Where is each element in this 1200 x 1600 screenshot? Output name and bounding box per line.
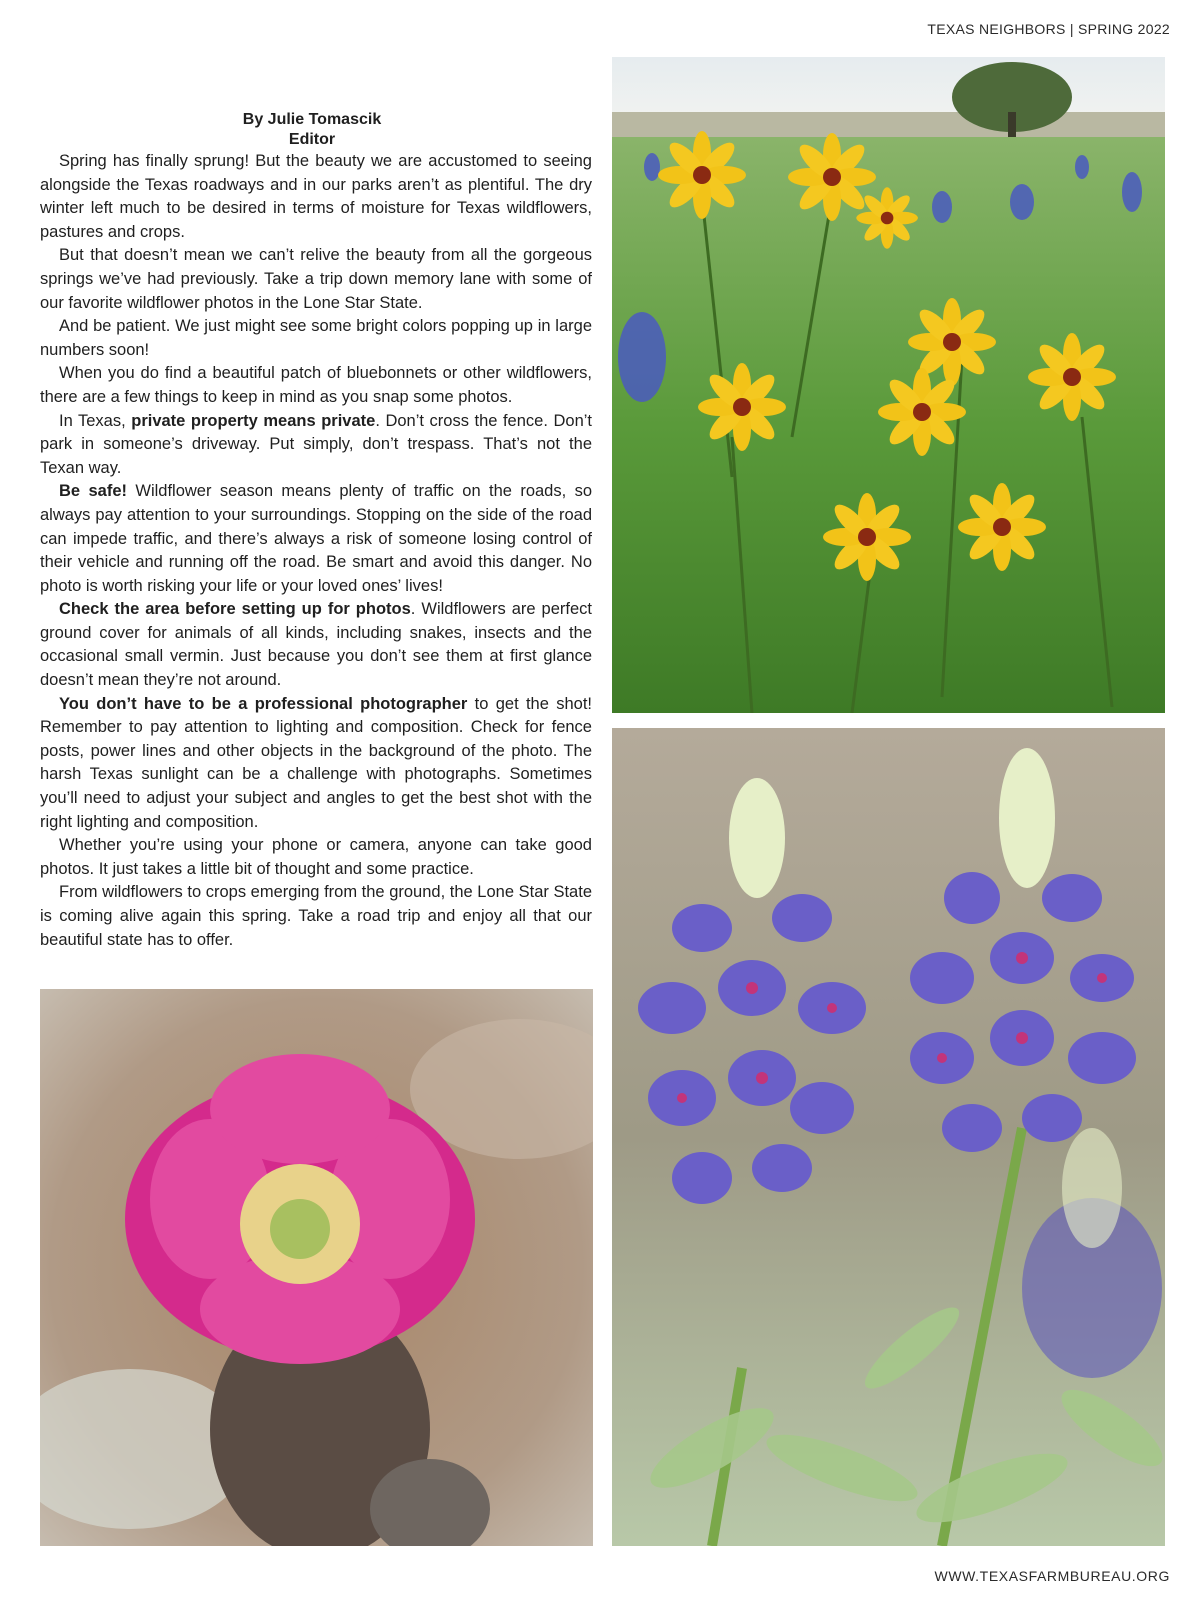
paragraph (40, 410, 592, 481)
paragraph: But that doesn’t mean we can’t relive the beauty from all the gorgeous springs we’ve had previously. Take a trip down memory lane with some of our favorite wildflower photos in the Lone Star State. (40, 246, 592, 312)
paragraph-text: . Wildflowers are perfect ground cover for animals of all kinds, including snakes, insects and the occasional small vermin. Just because you don’t see them at first glance doesn’t mean they’re not around. (40, 600, 592, 690)
paragraph: And be patient. We just might see some bright colors popping up in large numbers soon! (40, 317, 592, 359)
byline-title: Editor (288, 131, 336, 148)
paragraph-text: to get the shot! Remember to pay attention to lighting and composition. Check for fence posts, power lines and other objects in the background of the photo. The harsh Texas sunlight can be a challenge with photographs. Sometimes you’ll need to adjust your subject and angles to get the best shot with the right lighting and composition. (40, 694, 592, 831)
paragraph: Spring has finally sprung! But the beauty we are accustomed to seeing alongside the Texas roadways and in our parks aren’t as plentiful. The dry winter left much to be desired in terms of moisture for Texas wildflowers, pastures and crops. (40, 152, 592, 241)
bold-phrase: You don’t have to be a professional photographer (59, 694, 468, 713)
bold-phrase: Be safe! (59, 482, 127, 501)
paragraph-text: Wildflower season means plenty of traffic on the roads, so always pay attention to your surroundings. Stopping on the side of the road can impede traffic, and there’s always a risk of someone losing control of their vehicle and running off the road. Be smart and avoid this danger. No photo is worth risking your life or your loved ones’ lives! (40, 482, 593, 595)
wildflower-field-photo (612, 57, 1165, 713)
article-body (40, 110, 592, 952)
bluebonnet-photo (612, 728, 1165, 1546)
paragraph (40, 480, 592, 598)
paragraph: When you do find a beautiful patch of bluebonnets or other wildflowers, there are a few things to keep in mind as you snap some photos. (40, 364, 592, 406)
paragraph: Whether you’re using your phone or camera, anyone can take good photos. It just takes a little bit of thought and some practice. (40, 836, 592, 878)
paragraph-text: . Don’t cross the fence. Don’t park in someone’s driveway. Put simply, don’t trespass. That’s not the Texan way. (40, 411, 592, 477)
byline-name: By Julie Tomascik (242, 111, 382, 128)
issue-header: TEXAS NEIGHBORS | SPRING 2022 (927, 21, 1170, 37)
wildflower-field-illustration (612, 57, 1165, 713)
bold-phrase: Check the area before setting up for photos (59, 600, 411, 619)
paragraph: From wildflowers to crops emerging from the ground, the Lone Star State is coming alive again this spring. Take a road trip and enjoy all that our beautiful state has to offer. (40, 883, 592, 949)
bold-phrase: private property means private (131, 411, 376, 430)
cactus-flower-photo (40, 989, 593, 1546)
paragraph-text: In Texas, (59, 411, 132, 430)
paragraph (40, 693, 592, 835)
bluebonnet-illustration (612, 728, 1165, 1546)
website-footer: WWW.TEXASFARMBUREAU.ORG (934, 1568, 1170, 1584)
cactus-flower-illustration (40, 989, 593, 1546)
paragraph (40, 598, 592, 692)
